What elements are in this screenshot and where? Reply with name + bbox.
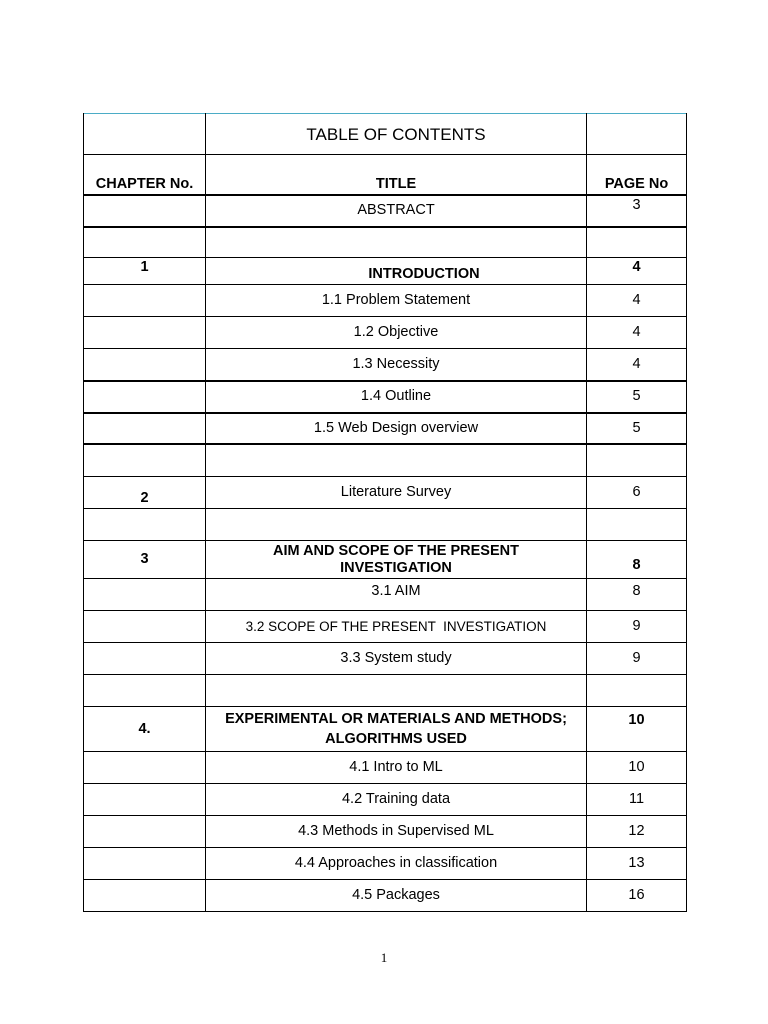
title-cell: 1.2 Objective: [206, 317, 587, 349]
table-row: [84, 258, 687, 285]
page-cell: 3: [587, 195, 687, 227]
page-cell: 11: [587, 784, 687, 816]
title-cell: 1.1 Problem Statement: [206, 285, 587, 317]
title-cell: 4.2 Training data: [206, 784, 587, 816]
title-cell: INTRODUCTION: [206, 258, 587, 285]
chapter-cell: [84, 509, 206, 541]
chapter-cell: 1: [84, 258, 206, 285]
table-row: [84, 579, 687, 611]
toc-title: TABLE OF CONTENTS: [206, 114, 587, 155]
table-row: [84, 477, 687, 509]
chapter-cell: [84, 317, 206, 349]
page-cell: 12: [587, 816, 687, 848]
page-cell: 4: [587, 258, 687, 285]
table-row: [84, 675, 687, 707]
chapter-cell: [84, 643, 206, 675]
header-title: TITLE: [206, 155, 587, 195]
toc-header-row: [84, 155, 687, 195]
table-row: [84, 509, 687, 541]
table-row: [84, 444, 687, 477]
header-chapter: CHAPTER No.: [84, 155, 206, 195]
page-cell: 4: [587, 349, 687, 381]
title-cell: 3.3 System study: [206, 643, 587, 675]
table-row: [84, 880, 687, 912]
table-row: [84, 752, 687, 784]
chapter-cell: [84, 227, 206, 258]
page-cell: 8: [587, 541, 687, 579]
page-cell: 5: [587, 381, 687, 413]
page-cell: 8: [587, 579, 687, 611]
title-cell: 4.3 Methods in Supervised ML: [206, 816, 587, 848]
table-row: [84, 349, 687, 381]
table-row: [84, 848, 687, 880]
chapter-cell: [84, 675, 206, 707]
chapter-cell: [84, 880, 206, 912]
chapter-cell: [84, 579, 206, 611]
toc-title-right-cell: [587, 114, 687, 155]
page-cell: 16: [587, 880, 687, 912]
chapter-cell: 2: [84, 477, 206, 509]
chapter-cell: [84, 381, 206, 413]
page-cell: 4: [587, 285, 687, 317]
page-cell: [587, 227, 687, 258]
title-cell: 3.2 SCOPE OF THE PRESENT INVESTIGATION: [206, 611, 587, 643]
page-cell: 10: [587, 707, 687, 752]
toc-title-left-cell: [84, 114, 206, 155]
page-cell: 13: [587, 848, 687, 880]
table-row: [84, 227, 687, 258]
title-cell: AIM AND SCOPE OF THE PRESENT INVESTIGATION: [206, 541, 587, 579]
title-cell: 4.4 Approaches in classification: [206, 848, 587, 880]
page-cell: 6: [587, 477, 687, 509]
page-cell: 10: [587, 752, 687, 784]
chapter-cell: [84, 816, 206, 848]
chapter-cell: [84, 413, 206, 444]
page-number: 1: [380, 950, 388, 965]
page-cell: 5: [587, 413, 687, 444]
title-cell: 4.1 Intro to ML: [206, 752, 587, 784]
title-cell: 4.5 Packages: [206, 880, 587, 912]
table-row: [84, 195, 687, 227]
table-row: [84, 816, 687, 848]
chapter-cell: [84, 285, 206, 317]
toc-title-row: [84, 114, 687, 155]
chapter-cell: 3: [84, 541, 206, 579]
table-row: [84, 317, 687, 349]
page-cell: [587, 509, 687, 541]
page-cell: 9: [587, 611, 687, 643]
title-cell: [206, 444, 587, 477]
table-row: [84, 784, 687, 816]
title-cell: [206, 227, 587, 258]
table-row: [84, 285, 687, 317]
title-cell: [206, 509, 587, 541]
chapter-cell: [84, 611, 206, 643]
chapter-cell: 4.: [84, 707, 206, 752]
chapter-cell: [84, 752, 206, 784]
page-cell: [587, 675, 687, 707]
header-page: PAGE No: [587, 155, 687, 195]
chapter-cell: [84, 848, 206, 880]
chapter-cell: [84, 195, 206, 227]
chapter-cell: [84, 349, 206, 381]
table-row: [84, 707, 687, 752]
title-cell: ABSTRACT: [206, 195, 587, 227]
table-row: [84, 611, 687, 643]
table-row: [84, 541, 687, 579]
title-cell: 3.1 AIM: [206, 579, 587, 611]
title-cell: Literature Survey: [206, 477, 587, 509]
table-row: [84, 643, 687, 675]
toc-table: [83, 113, 687, 912]
page-cell: 4: [587, 317, 687, 349]
title-cell: 1.5 Web Design overview: [206, 413, 587, 444]
table-row: [84, 381, 687, 413]
chapter-cell: [84, 784, 206, 816]
title-cell: 1.4 Outline: [206, 381, 587, 413]
table-row: [84, 413, 687, 444]
chapter-cell: [84, 444, 206, 477]
page-cell: 9: [587, 643, 687, 675]
title-cell: 1.3 Necessity: [206, 349, 587, 381]
page-cell: [587, 444, 687, 477]
title-cell: EXPERIMENTAL OR MATERIALS AND METHODS; ALGORITHMS USED: [206, 707, 587, 752]
title-cell: [206, 675, 587, 707]
